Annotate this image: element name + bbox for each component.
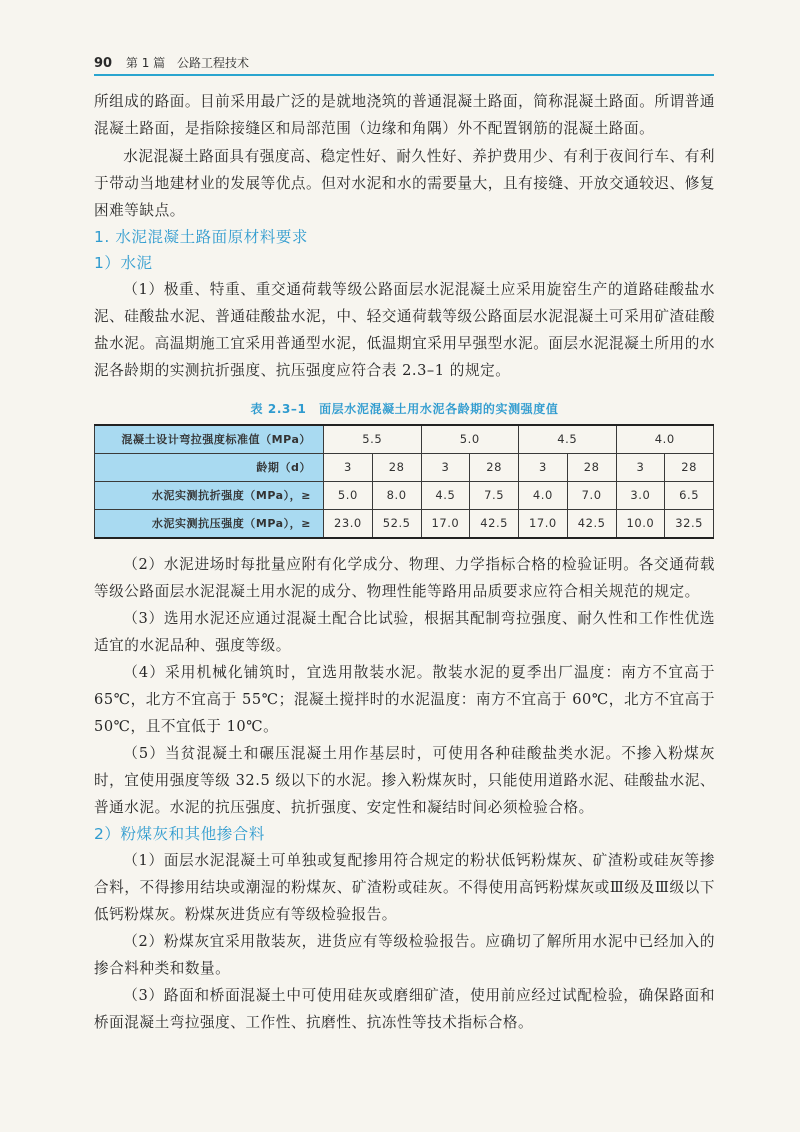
flexural-cell: 6.5 (665, 482, 714, 510)
cement-paragraph-5: （5）当贫混凝土和碾压混凝土用作基层时，可使用各种硅酸盐类水泥。不掺入粉煤灰时，宜使用强度等级 32.5 级以下的水泥。掺入粉煤灰时，只能使用道路水泥、硅酸盐水泥、普通水泥。水泥的抗压强度、抗折强度、安定性和凝结时间必须检验合格。 (94, 745, 715, 816)
subsection-heading-flyash: 2）粉煤灰和其他掺合料 (94, 825, 265, 843)
age-cell: 28 (567, 454, 616, 482)
age-cell: 3 (421, 454, 470, 482)
row-label-compressive: 水泥实测抗压强度（MPa），≥ (95, 510, 324, 539)
subsection-heading-cement: 1）水泥 (94, 254, 153, 272)
compressive-cell: 17.0 (519, 510, 568, 539)
part-label: 第 1 篇 (125, 56, 166, 70)
grade-cell: 4.5 (519, 425, 617, 454)
age-cell: 28 (372, 454, 421, 482)
table-row-compressive (95, 510, 714, 539)
flyash-paragraph-2: （2）粉煤灰宜采用散装灰，进货应有等级检验报告。应确切了解所用水泥中已经加入的掺合料种类和数量。 (94, 933, 715, 977)
strength-table (94, 424, 714, 539)
flexural-cell: 8.0 (372, 482, 421, 510)
cement-paragraph-4: （4）采用机械化铺筑时，宜选用散装水泥。散装水泥的夏季出厂温度：南方不宜高于 65℃，北方不宜高于 55℃；混凝土搅拌时的水泥温度：南方不宜高于 60℃，北方不宜高于 50℃，且不宜低于 10℃。 (94, 664, 715, 735)
flexural-cell: 4.5 (421, 482, 470, 510)
section-heading-1: 1. 水泥混凝土路面原材料要求 (94, 228, 308, 246)
row-label-flexural: 水泥实测抗折强度（MPa），≥ (95, 482, 324, 510)
grade-cell: 5.0 (421, 425, 519, 454)
grade-cell: 4.0 (616, 425, 714, 454)
age-cell: 3 (616, 454, 665, 482)
intro-paragraph-2: 水泥混凝土路面具有强度高、稳定性好、耐久性好、养护费用少、有利于夜间行车、有利于带动当地建材业的发展等优点。但对水泥和水的需要量大，且有接缝、开放交通较迟、修复困难等缺点。 (94, 148, 715, 219)
row-label-grade: 混凝土设计弯拉强度标准值（MPa） (95, 425, 324, 454)
compressive-cell: 17.0 (421, 510, 470, 539)
flexural-cell: 7.5 (470, 482, 519, 510)
age-cell: 3 (519, 454, 568, 482)
flexural-cell: 4.0 (519, 482, 568, 510)
intro-paragraph-1: 所组成的路面。目前采用最广泛的是就地浇筑的普通混凝土路面，简称混凝土路面。所谓普通混凝土路面，是指除接缝区和局部范围（边缘和角隅）外不配置钢筋的混凝土路面。 (94, 93, 715, 137)
page-number: 90 (94, 56, 113, 71)
page-body (94, 88, 715, 1036)
cement-paragraph-1: （1）极重、特重、重交通荷载等级公路面层水泥混凝土应采用旋窑生产的道路硅酸盐水泥、硅酸盐水泥、普通硅酸盐水泥，中、轻交通荷载等级公路面层水泥混凝土可采用矿渣硅酸盐水泥。高温期施工宜采用普通型水泥，低温期宜采用早强型水泥。面层水泥混凝土所用的水泥各龄期的实测抗折强度、抗压强度应符合表 2.3–1 的规定。 (94, 281, 715, 379)
table-row-grade (95, 425, 714, 454)
age-cell: 28 (470, 454, 519, 482)
compressive-cell: 42.5 (567, 510, 616, 539)
compressive-cell: 10.0 (616, 510, 665, 539)
cement-paragraph-2: （2）水泥进场时每批量应附有化学成分、物理、力学指标合格的检验证明。各交通荷载等级公路面层水泥混凝土用水泥的成分、物理性能等路用品质要求应符合相关规范的规定。 (94, 556, 715, 600)
flexural-cell: 5.0 (324, 482, 373, 510)
age-cell: 3 (324, 454, 373, 482)
flyash-paragraph-1: （1）面层水泥混凝土可单独或复配掺用符合规定的粉状低钙粉煤灰、矿渣粉或硅灰等掺合料，不得掺用结块或潮湿的粉煤灰、矿渣粉或硅灰。不得使用高钙粉煤灰或Ⅲ级及Ⅲ级以下低钙粉煤灰。粉煤灰进货应有等级检验报告。 (94, 852, 715, 923)
flexural-cell: 7.0 (567, 482, 616, 510)
age-cell: 28 (665, 454, 714, 482)
table-row-age (95, 454, 714, 482)
flyash-paragraph-3: （3）路面和桥面混凝土中可使用硅灰或磨细矿渣，使用前应经过试配检验，确保路面和桥面混凝土弯拉强度、工作性、抗磨性、抗冻性等技术指标合格。 (94, 987, 715, 1031)
grade-cell: 5.5 (324, 425, 422, 454)
cement-paragraph-3: （3）选用水泥还应通过混凝土配合比试验，根据其配制弯拉强度、耐久性和工作性优选适宜的水泥品种、强度等级。 (94, 610, 715, 654)
running-header (94, 54, 714, 76)
part-title: 公路工程技术 (177, 56, 250, 70)
header-rule (94, 74, 714, 76)
compressive-cell: 52.5 (372, 510, 421, 539)
compressive-cell: 23.0 (324, 510, 373, 539)
row-label-age: 龄期（d） (95, 454, 324, 482)
compressive-cell: 42.5 (470, 510, 519, 539)
table-caption: 表 2.3–1 面层水泥混凝土用水泥各龄期的实测强度值 (250, 402, 559, 416)
table-row-flexural (95, 482, 714, 510)
compressive-cell: 32.5 (665, 510, 714, 539)
flexural-cell: 3.0 (616, 482, 665, 510)
